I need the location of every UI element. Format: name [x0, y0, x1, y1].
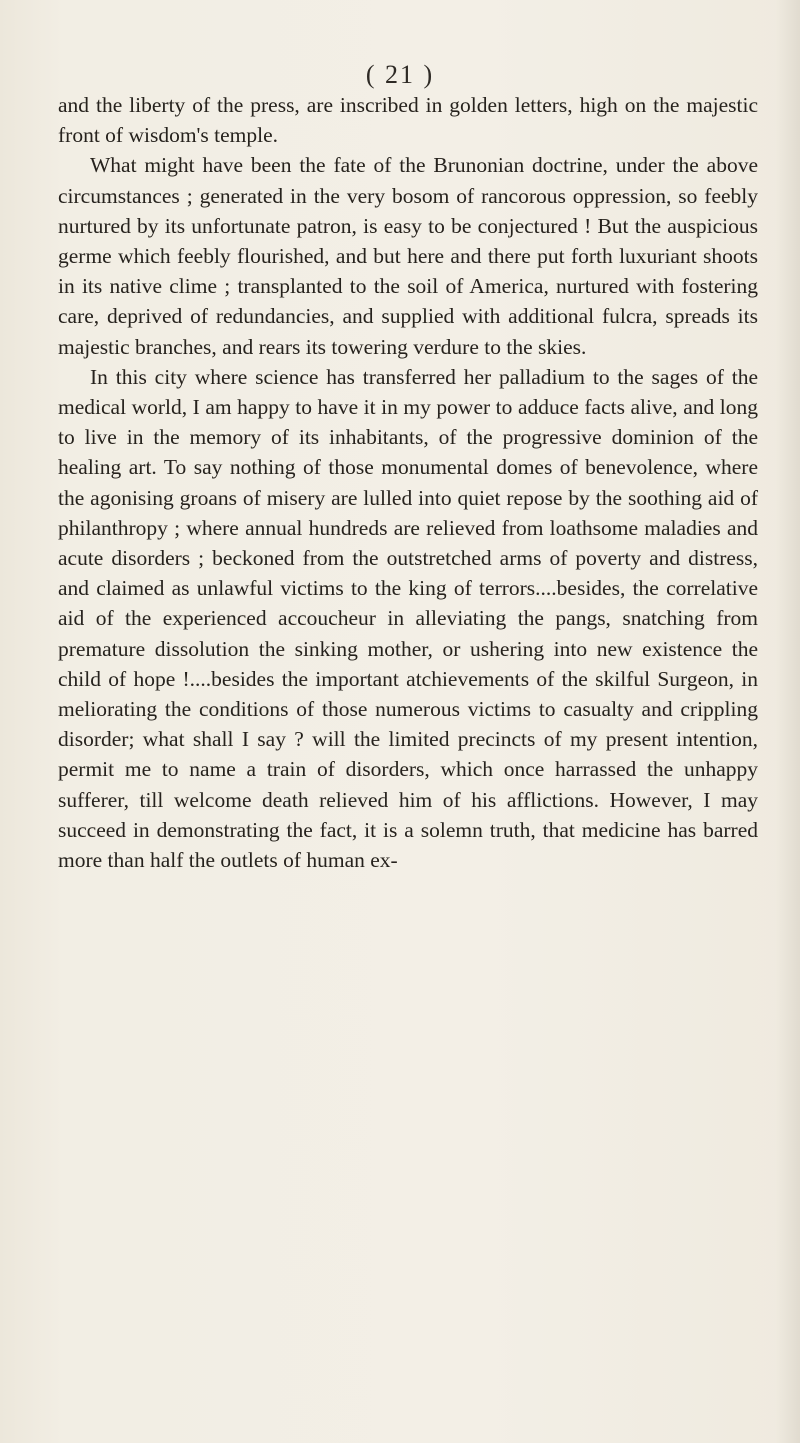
- page-number: ( 21 ): [365, 60, 435, 89]
- body-text: [58, 90, 758, 875]
- paragraph-3: In this city where science has transferred her palladium to the sages of the medical world, I am happy to have it in my power to adduce facts alive, and long to live in the memory of its inhabitants, of the progressive dominion of the healing art. To say nothing of those monumental domes of benevolence, where the agonising groans of misery are lulled into quiet repose by the soothing aid of philanthropy ; where annual hundreds are relieved from loathsome maladies and acute disorders ; beckoned from the outstretched arms of poverty and distress, and claimed as unlawful victims to the king of terrors....besides, the correlative aid of the experienced accoucheur in alleviating the pangs, snatching from premature dissolution the sinking mother, or ushering into new existence the child of hope !....besides the important atchievements of the skilful Surgeon, in meliorating the conditions of those numerous victims to casualty and crippling disorder; what shall I say ? will the limited precincts of my present intention, permit me to name a train of disorders, which once harrassed the unhappy sufferer, till welcome death relieved him of his afflictions. However, I may succeed in demonstrating the fact, it is a solemn truth, that medicine has barred more than half the outlets of human ex-: [58, 364, 758, 873]
- page-edge-shadow: [776, 0, 800, 1443]
- paragraph-1: and the liberty of the press, are inscribed in golden letters, high on the majestic front of wisdom's temple.: [58, 93, 758, 148]
- paragraph-2: What might have been the fate of the Brunonian doctrine, under the above circumstances ; generated in the very bosom of rancorous oppression, so feebly nurtured by its unfortunate patron, is easy to be conjectured ! But the auspicious germe which feebly flourished, and but here and there put forth luxuriant shoots in its native clime ; transplanted to the soil of America, nurtured with fostering care, deprived of redundancies, and supplied with additional fulcra, spreads its majestic branches, and rears its towering verdure to the skies.: [58, 153, 758, 359]
